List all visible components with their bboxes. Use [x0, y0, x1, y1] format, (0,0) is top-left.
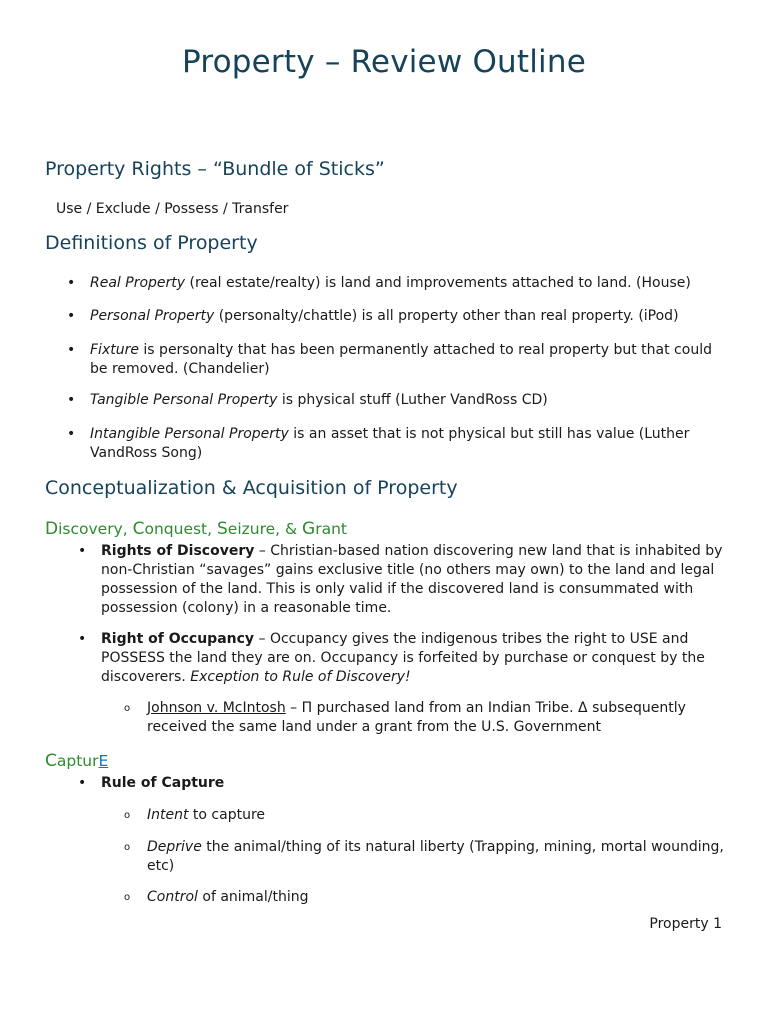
page-footer: Property 1	[649, 916, 722, 932]
capture-text: the animal/thing of its natural liberty (Trapping, mining, mortal wounding, etc)	[147, 839, 724, 874]
discovery-emphasis: Exception to Rule of Discovery!	[190, 669, 411, 685]
capture-term: Intent	[147, 807, 189, 823]
definition-term: Intangible Personal Property	[90, 426, 289, 442]
discovery-text: – Christian-based nation discovering new land that is inhabited by non-Christian “savages” gains exclusive title (no others may own) to the land and legal possession of the land. This is only valid if the discovered land is consummated with possession (colony) in a reasonable time.	[101, 543, 723, 616]
definition-item	[90, 425, 730, 463]
capture-element	[147, 838, 737, 876]
bullet-icon: •	[78, 543, 87, 559]
bullet-icon: •	[67, 275, 76, 291]
definition-text: is physical stuff (Luther VandRoss CD)	[277, 392, 548, 408]
section-heading-conceptualization: Conceptualization & Acquisition of Property	[45, 477, 458, 499]
case-item	[147, 699, 737, 737]
page-title: Property – Review Outline	[182, 44, 586, 80]
capture-element	[147, 888, 737, 907]
discovery-term: Right of Occupancy	[101, 631, 255, 647]
bullet-icon: •	[78, 631, 87, 647]
circle-bullet-icon: o	[124, 842, 131, 853]
subheading-capture: CapturE	[45, 751, 109, 771]
circle-bullet-icon: o	[124, 810, 131, 821]
bullet-icon: •	[67, 426, 76, 442]
definition-item	[90, 274, 730, 293]
capture-text: of animal/thing	[197, 889, 309, 905]
bullet-icon: •	[78, 775, 87, 791]
definition-item	[90, 391, 730, 410]
capture-term: Deprive	[147, 839, 202, 855]
section-heading-definitions: Definitions of Property	[45, 232, 258, 254]
circle-bullet-icon: o	[124, 892, 131, 903]
bullet-icon: •	[67, 342, 76, 358]
definition-text: is personalty that has been permanently attached to real property but that could be removed. (Chandelier)	[90, 342, 712, 377]
section-heading-property-rights: Property Rights – “Bundle of Sticks”	[45, 158, 385, 180]
capture-term: Control	[147, 889, 198, 905]
definition-term: Fixture	[90, 342, 139, 358]
definition-text: is an asset that is not physical but still has value (Luther VandRoss Song)	[90, 426, 690, 461]
definition-term: Personal Property	[90, 308, 215, 324]
definition-text: (real estate/realty) is land and improvements attached to land. (House)	[185, 275, 691, 291]
bullet-icon: •	[67, 308, 76, 324]
definition-term: Tangible Personal Property	[90, 392, 278, 408]
definition-item	[90, 341, 730, 379]
discovery-text: – Occupancy gives the indigenous tribes the right to USE and POSSESS the land they are on. Occupancy is forfeited by purchase or conquest by the discoverers.	[101, 631, 705, 685]
definition-term: Real Property	[90, 275, 186, 291]
discovery-item	[101, 542, 731, 618]
subheading-discovery: Discovery, Conquest, Seizure, & Grant	[45, 519, 347, 539]
capture-text: to capture	[188, 807, 266, 823]
capture-element	[147, 806, 737, 825]
definition-text: (personalty/chattle) is all property other than real property. (iPod)	[214, 308, 679, 324]
bullet-icon: •	[67, 392, 76, 408]
discovery-term: Rights of Discovery	[101, 543, 255, 559]
bundle-of-sticks-text: Use / Exclude / Possess / Transfer	[56, 201, 289, 217]
case-text: – Π purchased land from an Indian Tribe. Δ subsequently received the same land under a grant from the U.S. Government	[147, 700, 686, 735]
capture-link[interactable]: E	[98, 752, 109, 770]
capture-rule: Rule of Capture	[101, 775, 225, 791]
discovery-item	[101, 630, 731, 687]
circle-bullet-icon: o	[124, 703, 131, 714]
case-name: Johnson v. McIntosh	[147, 700, 286, 716]
definition-item	[90, 307, 730, 326]
